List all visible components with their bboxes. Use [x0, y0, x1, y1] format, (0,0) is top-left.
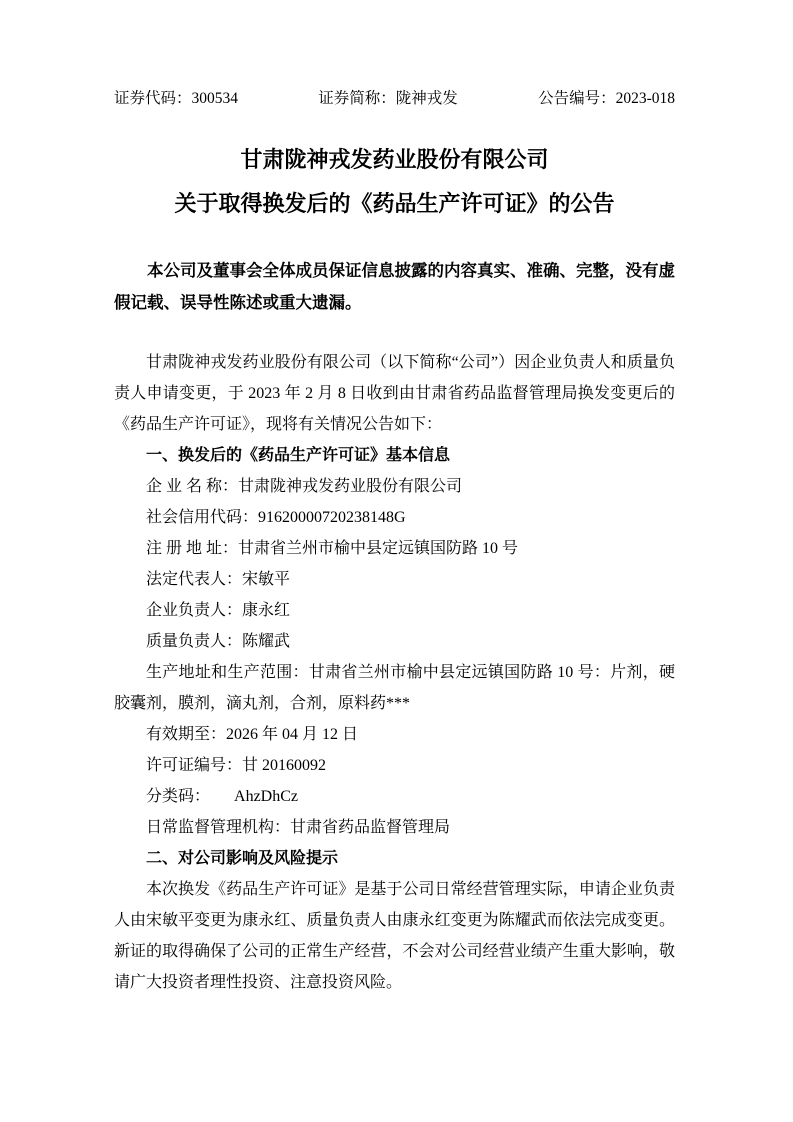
info-item-registered-address [114, 533, 675, 564]
info-item-label: 企业负责人： [146, 602, 243, 619]
info-item-value: 甘肃省药品监督管理局 [290, 819, 451, 836]
page-title-line1: 甘肃陇神戎发药业股份有限公司 [240, 147, 549, 172]
info-item-label: 法定代表人： [146, 571, 243, 588]
page-title-line2: 关于取得换发后的《药品生产许可证》的公告 [174, 191, 615, 216]
info-item-label: 质量负责人： [146, 633, 243, 650]
doc-body [114, 347, 675, 998]
info-item-value: 2026 年 04 月 12 日 [226, 726, 359, 743]
info-item-label: 有效期至： [146, 726, 227, 743]
info-item-value: 陈耀武 [242, 633, 291, 650]
info-item-value: 宋敏平 [242, 571, 291, 588]
stock-abbr: 证券简称：陇神戎发 [318, 90, 458, 107]
info-item-label: 许可证编号： [146, 757, 243, 774]
doc-header [114, 90, 675, 108]
info-item-value: 91620000720238148G [258, 509, 406, 526]
info-item-company-name [114, 471, 675, 502]
info-item-license-number [114, 750, 675, 781]
section2-heading: 二、对公司影响及风险提示 [146, 850, 339, 867]
info-item-quality-head [114, 626, 675, 657]
info-item-supervisory-authority [114, 812, 675, 843]
info-item-legal-representative [114, 564, 675, 595]
info-item-label: 注 册 地 址： [146, 540, 239, 557]
info-item-value: 甘肃陇神戎发药业股份有限公司 [238, 478, 463, 495]
doc-title [114, 138, 675, 226]
risk-paragraph: 本次换发《药品生产许可证》是基于公司日常经营管理实际，申请企业负责人由宋敏平变更为康永红、质量负责人由康永红变更为陈耀武而依法完成变更。新证的取得确保了公司的正常生产经营，不会对公司经营业绩产生重大影响，敬请广大投资者理性投资、注意投资风险。 [114, 881, 675, 991]
info-item-credit-code [114, 502, 675, 533]
info-item-value: 甘肃省兰州市榆中县定远镇国防路 10 号：片剂，硬胶囊剂，膜剂，滴丸剂，合剂，原料药*** [114, 664, 675, 712]
info-item-valid-until [114, 719, 675, 750]
section1-heading: 一、换发后的《药品生产许可证》基本信息 [146, 447, 451, 464]
info-item-label: 企 业 名 称： [146, 478, 239, 495]
info-item-label: 日常监督管理机构： [146, 819, 291, 836]
info-item-production-scope [114, 657, 675, 719]
info-item-label: 分类码： [146, 788, 203, 805]
info-item-label: 社会信用代码： [146, 509, 259, 526]
stock-code: 证券代码：300534 [114, 90, 239, 107]
info-item-label: 生产地址和生产范围： [146, 664, 309, 681]
info-item-value: AhzDhCz [202, 788, 299, 805]
info-item-classification-code [114, 781, 675, 812]
info-item-value: 甘 20160092 [242, 757, 327, 774]
info-item-enterprise-head [114, 595, 675, 626]
board-disclaimer: 本公司及董事会全体成员保证信息披露的内容真实、准确、完整，没有虚假记载、误导性陈述或重大遗漏。 [114, 262, 675, 312]
info-item-value: 甘肃省兰州市榆中县定远镇国防路 10 号 [238, 540, 519, 557]
announcement-number: 公告编号：2023-018 [538, 90, 675, 107]
info-item-value: 康永红 [242, 602, 291, 619]
intro-paragraph: 甘肃陇神戎发药业股份有限公司（以下简称“公司”）因企业负责人和质量负责人申请变更，于 2023 年 2 月 8 日收到由甘肃省药品监督管理局换发变更后的《药品生产许可证》，现将有关情况公告如下： [114, 354, 675, 433]
